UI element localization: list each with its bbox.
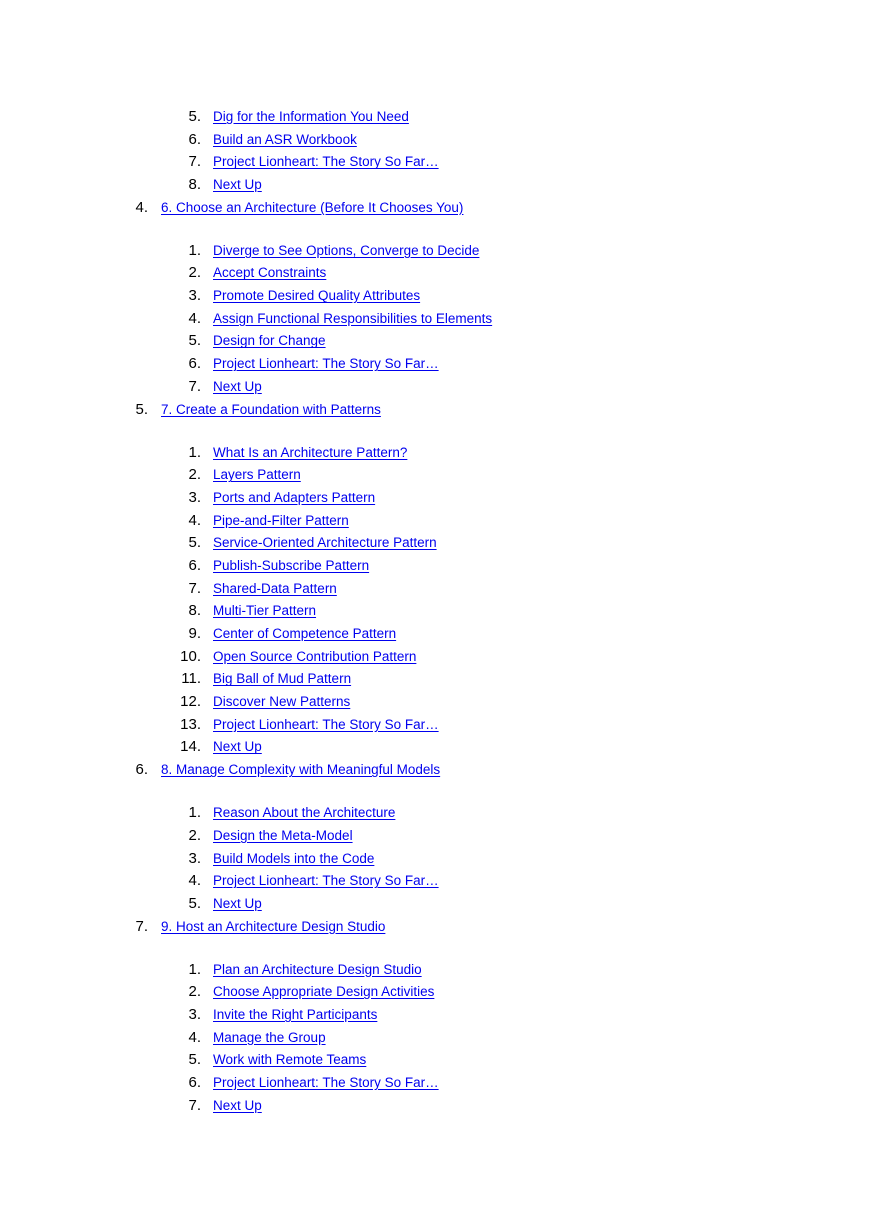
list-number: 5. [188, 108, 201, 125]
toc-section-item [0, 578, 869, 601]
list-number: 7. [188, 579, 201, 597]
table-of-contents [0, 106, 869, 1117]
toc-section-item [0, 532, 869, 555]
toc-section-item [0, 376, 869, 399]
list-number: 5. [135, 400, 148, 418]
toc-section-link[interactable]: Next Up [213, 177, 262, 193]
toc-section-link[interactable]: Multi-Tier Pattern [213, 603, 317, 619]
toc-section-item [0, 802, 869, 825]
toc-section-link[interactable]: Diverge to See Options, Converge to Decide [213, 242, 480, 258]
list-number: 12. [180, 693, 201, 711]
toc-section-item [0, 330, 869, 353]
toc-section-link[interactable]: Work with Remote Teams [213, 1052, 367, 1068]
list-number: 6. [188, 130, 201, 148]
toc-section-link[interactable]: What Is an Architecture Pattern? [213, 444, 408, 460]
list-number: 5. [188, 534, 201, 552]
list-number: 8. [188, 176, 201, 194]
list-number: 7. [188, 1096, 201, 1114]
toc-chapter-link[interactable]: 9. Host an Architecture Design Studio [161, 918, 386, 934]
toc-section-link[interactable]: Plan an Architecture Design Studio [213, 961, 422, 977]
toc-section-item [0, 736, 869, 759]
toc-section-item [0, 151, 869, 174]
toc-section-item [0, 1072, 869, 1095]
toc-section-link[interactable]: Service-Oriented Architecture Pattern [213, 535, 437, 551]
toc-section-link[interactable]: Next Up [213, 895, 262, 911]
toc-section-link[interactable]: Next Up [213, 1097, 262, 1113]
list-number: 4. [135, 198, 148, 216]
toc-section-item [0, 555, 869, 578]
list-number: 2. [188, 264, 201, 282]
list-number: 6. [188, 556, 201, 574]
list-number: 6. [188, 355, 201, 373]
toc-section-link[interactable]: Next Up [213, 739, 262, 755]
list-number: 6. [188, 1074, 201, 1091]
list-number: 1. [188, 241, 201, 259]
toc-section-item [0, 262, 869, 285]
list-number: 4. [188, 309, 201, 327]
list-number: 7. [188, 377, 201, 395]
toc-section-item [0, 487, 869, 510]
toc-section-link[interactable]: Project Lionheart: The Story So Far… [213, 716, 439, 732]
list-number: 10. [180, 647, 201, 665]
toc-section-item [0, 959, 869, 982]
list-number: 8. [188, 602, 201, 620]
toc-section-link[interactable]: Project Lionheart: The Story So Far… [213, 873, 439, 889]
list-spacer [0, 421, 869, 441]
list-number: 7. [188, 153, 201, 171]
list-number: 3. [188, 488, 201, 506]
toc-chapter-link[interactable]: 7. Create a Foundation with Patterns [161, 401, 381, 417]
toc-section-link[interactable]: Build an ASR Workbook [213, 131, 357, 147]
list-number: 4. [188, 872, 201, 890]
list-number: 1. [188, 443, 201, 461]
toc-section-link[interactable]: Discover New Patterns [213, 694, 351, 710]
toc-section-link[interactable]: Shared-Data Pattern [213, 580, 337, 596]
toc-section-item [0, 1027, 869, 1050]
list-number: 7. [135, 917, 148, 935]
toc-section-link[interactable]: Assign Functional Responsibilities to Elements [213, 310, 493, 326]
toc-section-item [0, 308, 869, 331]
toc-section-link[interactable]: Layers Pattern [213, 467, 301, 483]
toc-section-item [0, 1004, 869, 1027]
toc-section-link[interactable]: Reason About the Architecture [213, 805, 396, 821]
list-spacer [0, 938, 869, 958]
list-number: 2. [188, 983, 201, 1001]
toc-section-item [0, 464, 869, 487]
list-spacer [0, 782, 869, 802]
toc-section-link[interactable]: Design the Meta-Model [213, 827, 353, 843]
list-number: 1. [188, 960, 201, 978]
list-spacer [0, 219, 869, 239]
toc-section-item [0, 1049, 869, 1072]
toc-section-item [0, 106, 869, 129]
toc-chapter-item [0, 916, 869, 939]
toc-section-item [0, 848, 869, 871]
toc-section-link[interactable]: Publish-Subscribe Pattern [213, 557, 370, 573]
toc-section-link[interactable]: Promote Desired Quality Attributes [213, 288, 421, 304]
toc-section-item [0, 129, 869, 152]
toc-chapter-link[interactable]: 8. Manage Complexity with Meaningful Models [161, 762, 441, 778]
toc-section-item [0, 600, 869, 623]
list-number: 14. [180, 738, 201, 756]
toc-section-item [0, 285, 869, 308]
toc-section-item [0, 691, 869, 714]
list-number: 11. [181, 670, 201, 688]
list-number: 1. [188, 804, 201, 822]
toc-section-link[interactable]: Dig for the Information You Need [213, 109, 409, 124]
list-number: 9. [188, 625, 201, 643]
toc-chapter-link[interactable]: 6. Choose an Architecture (Before It Chooses You) [161, 199, 464, 215]
toc-section-item [0, 714, 869, 737]
list-number: 2. [188, 466, 201, 484]
toc-section-item [0, 668, 869, 691]
toc-section-link[interactable]: Ports and Adapters Pattern [213, 489, 376, 505]
toc-section-item [0, 825, 869, 848]
toc-section-item [0, 353, 869, 376]
toc-section-link[interactable]: Open Source Contribution Pattern [213, 648, 417, 664]
toc-section-link[interactable]: Next Up [213, 378, 262, 394]
list-number: 4. [188, 1028, 201, 1046]
list-number: 3. [188, 1005, 201, 1023]
toc-section-item [0, 893, 869, 916]
toc-section-item [0, 646, 869, 669]
list-number: 13. [180, 715, 201, 733]
toc-section-item [0, 240, 869, 263]
toc-section-item [0, 442, 869, 465]
toc-section-link[interactable]: Invite the Right Participants [213, 1006, 378, 1022]
list-number: 6. [135, 761, 148, 779]
toc-section-link[interactable]: Manage the Group [213, 1029, 326, 1045]
toc-section-link[interactable]: Project Lionheart: The Story So Far… [213, 154, 439, 170]
toc-chapter-item [0, 759, 869, 782]
list-number: 3. [188, 849, 201, 867]
list-number: 2. [188, 826, 201, 844]
toc-section-link[interactable]: Accept Constraints [213, 265, 327, 281]
toc-section-link[interactable]: Big Ball of Mud Pattern [213, 671, 352, 687]
toc-section-item [0, 870, 869, 893]
list-number: 4. [188, 511, 201, 529]
toc-section-item [0, 981, 869, 1004]
toc-section-link[interactable]: Project Lionheart: The Story So Far… [213, 1075, 439, 1090]
toc-section-link[interactable]: Center of Competence Pattern [213, 626, 397, 642]
list-number: 3. [188, 287, 201, 305]
toc-section-link[interactable]: Design for Change [213, 333, 326, 349]
list-number: 5. [188, 1051, 201, 1069]
list-number: 5. [188, 332, 201, 350]
toc-section-link[interactable]: Choose Appropriate Design Activities [213, 984, 435, 1000]
toc-section-link[interactable]: Pipe-and-Filter Pattern [213, 512, 349, 528]
toc-section-item [0, 510, 869, 533]
toc-chapter-item [0, 197, 869, 220]
toc-section-link[interactable]: Project Lionheart: The Story So Far… [213, 356, 439, 372]
toc-chapter-item [0, 399, 869, 422]
toc-section-item [0, 623, 869, 646]
toc-section-item [0, 174, 869, 197]
list-number: 5. [188, 894, 201, 912]
toc-section-item [0, 1095, 869, 1118]
toc-section-link[interactable]: Build Models into the Code [213, 850, 375, 866]
